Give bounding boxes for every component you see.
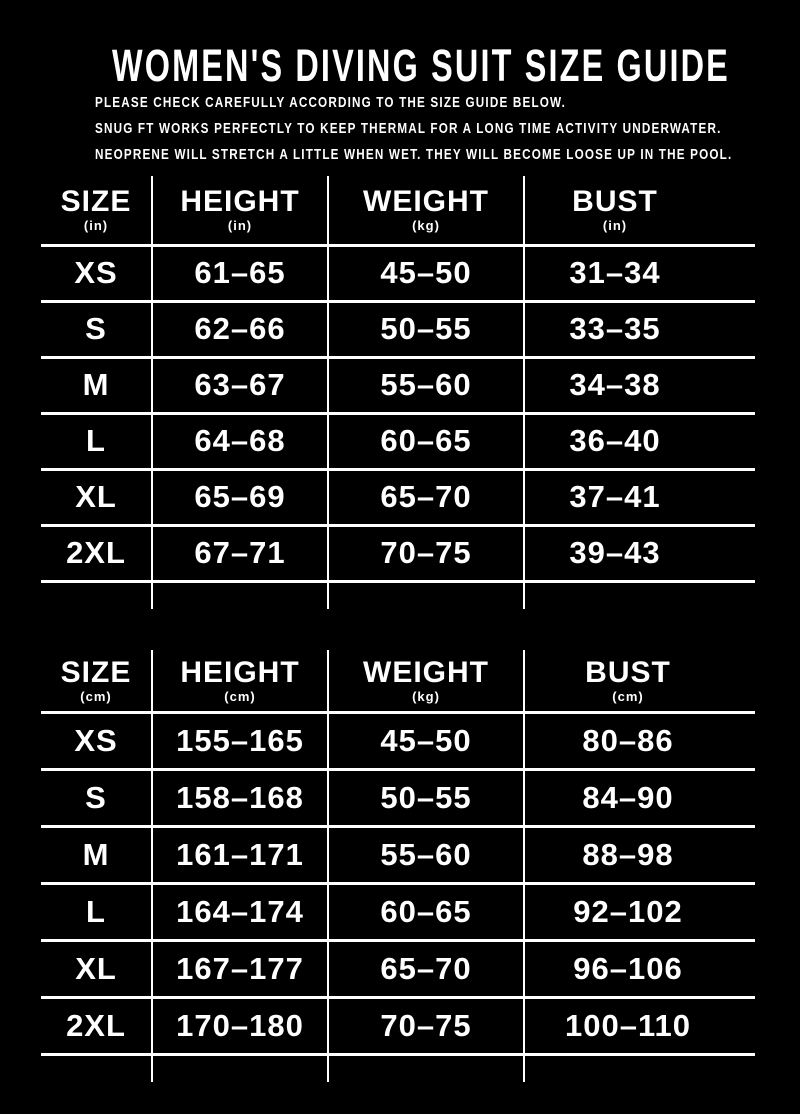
range-cell: 67–71 bbox=[152, 525, 328, 581]
table-row bbox=[41, 997, 755, 1054]
size-cell: L bbox=[41, 883, 152, 940]
column-label: SIZE bbox=[60, 655, 132, 689]
range-cell: 96–106 bbox=[524, 940, 755, 997]
column-label: HEIGHT bbox=[180, 655, 300, 689]
table-row bbox=[41, 769, 755, 826]
stub-cell bbox=[152, 1054, 328, 1082]
column-label: WEIGHT bbox=[363, 185, 489, 219]
column-header bbox=[41, 650, 152, 712]
column-header bbox=[328, 176, 524, 245]
column-unit: (in) bbox=[83, 218, 109, 234]
column-label: HEIGHT bbox=[180, 185, 300, 219]
size-cell: M bbox=[41, 357, 152, 413]
size-cell: XS bbox=[41, 245, 152, 301]
size-cell: XS bbox=[41, 712, 152, 769]
range-cell: 164–174 bbox=[152, 883, 328, 940]
range-cell: 65–69 bbox=[152, 469, 328, 525]
range-cell: 37–41 bbox=[524, 469, 755, 525]
size-cell: S bbox=[41, 769, 152, 826]
range-cell: 88–98 bbox=[524, 826, 755, 883]
range-cell: 60–65 bbox=[328, 883, 524, 940]
stub-cell bbox=[41, 581, 152, 609]
column-label: WEIGHT bbox=[363, 655, 489, 689]
table-footer-stub bbox=[41, 581, 755, 609]
table-row bbox=[41, 413, 755, 469]
notes-block bbox=[95, 90, 795, 168]
range-cell: 33–35 bbox=[524, 301, 755, 357]
range-cell: 65–70 bbox=[328, 940, 524, 997]
range-cell: 155–165 bbox=[152, 712, 328, 769]
table-row bbox=[41, 826, 755, 883]
range-cell: 55–60 bbox=[328, 357, 524, 413]
table-row bbox=[41, 245, 755, 301]
range-cell: 70–75 bbox=[328, 525, 524, 581]
range-cell: 50–55 bbox=[328, 769, 524, 826]
size-cell: 2XL bbox=[41, 525, 152, 581]
column-header bbox=[524, 650, 755, 712]
column-label: BUST bbox=[585, 655, 671, 689]
range-cell: 50–55 bbox=[328, 301, 524, 357]
range-cell: 80–86 bbox=[524, 712, 755, 769]
header-row bbox=[41, 650, 755, 712]
range-cell: 161–171 bbox=[152, 826, 328, 883]
range-cell: 36–40 bbox=[524, 413, 755, 469]
size-cell: XL bbox=[41, 940, 152, 997]
column-unit: (in) bbox=[602, 218, 628, 234]
range-cell: 170–180 bbox=[152, 997, 328, 1054]
page-title: WOMEN'S DIVING SUIT SIZE GUIDE bbox=[112, 40, 730, 91]
range-cell: 158–168 bbox=[152, 769, 328, 826]
stub-cell bbox=[328, 581, 524, 609]
range-cell: 63–67 bbox=[152, 357, 328, 413]
column-unit: (cm) bbox=[612, 688, 644, 704]
column-header bbox=[41, 176, 152, 245]
column-header bbox=[152, 176, 328, 245]
range-cell: 45–50 bbox=[328, 245, 524, 301]
size-cell: M bbox=[41, 826, 152, 883]
range-cell: 34–38 bbox=[524, 357, 755, 413]
column-header bbox=[524, 176, 755, 245]
size-table-cm bbox=[41, 650, 755, 1082]
table-row bbox=[41, 357, 755, 413]
size-cell: XL bbox=[41, 469, 152, 525]
column-header bbox=[328, 650, 524, 712]
column-unit: (kg) bbox=[412, 688, 440, 704]
range-cell: 61–65 bbox=[152, 245, 328, 301]
column-unit: (cm) bbox=[80, 688, 112, 704]
size-cell: 2XL bbox=[41, 997, 152, 1054]
column-label: BUST bbox=[572, 185, 658, 219]
range-cell: 100–110 bbox=[524, 997, 755, 1054]
size-cell: L bbox=[41, 413, 152, 469]
table-row bbox=[41, 469, 755, 525]
column-label: SIZE bbox=[60, 185, 132, 219]
range-cell: 84–90 bbox=[524, 769, 755, 826]
stub-cell bbox=[524, 581, 755, 609]
note-line-2: SNUG FT WORKS PERFECTLY TO KEEP THERMAL FOR A LONG TIME ACTIVITY UNDERWATER. bbox=[95, 120, 722, 137]
table-row bbox=[41, 940, 755, 997]
table-row bbox=[41, 712, 755, 769]
range-cell: 167–177 bbox=[152, 940, 328, 997]
size-cell: S bbox=[41, 301, 152, 357]
range-cell: 60–65 bbox=[328, 413, 524, 469]
column-unit: (cm) bbox=[224, 688, 256, 704]
range-cell: 64–68 bbox=[152, 413, 328, 469]
header-row bbox=[41, 176, 755, 245]
stub-cell bbox=[41, 1054, 152, 1082]
column-unit: (in) bbox=[227, 218, 253, 234]
table-row bbox=[41, 883, 755, 940]
table-row bbox=[41, 301, 755, 357]
note-line-3: NEOPRENE WILL STRETCH A LITTLE WHEN WET. THEY WILL BECOME LOOSE UP IN THE POOL. bbox=[95, 146, 733, 163]
column-header bbox=[152, 650, 328, 712]
stub-cell bbox=[328, 1054, 524, 1082]
range-cell: 39–43 bbox=[524, 525, 755, 581]
stub-cell bbox=[152, 581, 328, 609]
table-footer-stub bbox=[41, 1054, 755, 1082]
range-cell: 62–66 bbox=[152, 301, 328, 357]
stub-cell bbox=[524, 1054, 755, 1082]
range-cell: 65–70 bbox=[328, 469, 524, 525]
table-row bbox=[41, 525, 755, 581]
range-cell: 55–60 bbox=[328, 826, 524, 883]
note-line-1: PLEASE CHECK CAREFULLY ACCORDING TO THE SIZE GUIDE BELOW. bbox=[95, 94, 567, 111]
range-cell: 31–34 bbox=[524, 245, 755, 301]
range-cell: 70–75 bbox=[328, 997, 524, 1054]
range-cell: 45–50 bbox=[328, 712, 524, 769]
size-table-inches bbox=[41, 176, 755, 609]
range-cell: 92–102 bbox=[524, 883, 755, 940]
column-unit: (kg) bbox=[412, 218, 440, 234]
